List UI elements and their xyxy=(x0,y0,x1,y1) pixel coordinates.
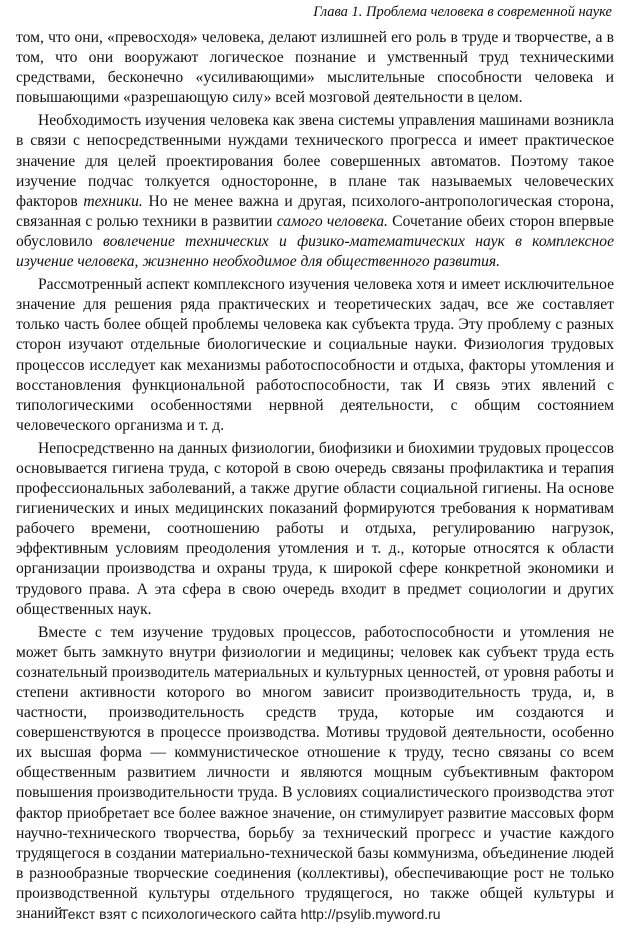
text-segment: Вместе с тем изучение трудовых процессов, работоспособности и утомления не может быть замкнуто внутри физиологии и медицины; человек как субъект труда есть сознательный производитель материальных и культурных ценностей, от уровня работы и степени активности которого во многом зависит производительность труда, и, в частности, производительность средств труда, которые им создаются и совершенствуются в процессе производства. Мотивы трудовой деятельности, особенно их высшая форма — коммунистическое отношение к труду, тесно связаны со всем общественным развитием личности и являются мощным субъективным фактором повышения производительности труда. В условиях социалистического производства этот фактор приобретает все более важное значение, он стимулирует развитие массовых форм научно-технического творчества, борьбу за технический прогресс и участие каждого трудящегося в создании материально-технической базы коммунизма, объединение людей в разнообразные творческие соединения (коллективы), обеспечивающие рост не только производственной культуры отдельного трудящегося, но также общей культуры и знаний. xyxy=(16,623,614,923)
running-header: Глава 1. Проблема человека в современной науке xyxy=(313,4,612,20)
paragraph xyxy=(16,623,614,924)
italic-text-segment: техники. xyxy=(83,192,143,210)
text-segment: том, что они, «превосходя» человека, делают излишней его роль в труде и творчестве, а в том, что они вооружают логическое познание и умственный труд техническими средствами, бесконечно «усиливающими» мыслительные способности человека и повышающими «разрешающую силу» всей мозговой деятельности в целом. xyxy=(16,29,614,107)
text-segment: Сочетание обеих сторон впервые обусловило xyxy=(16,212,614,250)
italic-text-segment: вовлечение технических и физико-математических наук в комплексное изучение человека, жизненно необходимое для общественного развития. xyxy=(16,232,615,271)
paragraph xyxy=(16,111,614,272)
paragraph xyxy=(16,28,614,108)
main-text xyxy=(16,28,614,924)
text-segment: Рассмотренный аспект комплексного изучения человека хотя и имеет исключительное значение для решения ряда практических и теоретических задач, все же составляет только часть более общей проблемы человека как субъекта труда. Эту проблему с разных сторон изучают отдельные биологические и социальные науки. Физиология трудовых процессов исследует как механизмы работоспособности и отдыха, факторы утомления и восстановления функциональной работоспособности, так И связь этих явлений с типологическими особенностями нервной деятельности, с общим состоянием человеческого организма и т. д. xyxy=(16,276,614,434)
italic-text-segment: самого человека. xyxy=(276,212,388,230)
text-segment: Но не менее важна и другая, психолого-антропологическая сторона, связанная с ролью техники в развитии xyxy=(16,192,614,230)
text-segment: Необходимость изучения человека как звена системы управления машинами возникла в связи с непосредственными нуждами технического прогресса и имеет практическое значение для целей проектирования более совершенных автоматов. Поэтому такое изучение подчас толкуется односторонне, в плане так называемых человеческих факторов xyxy=(16,112,614,210)
paragraph xyxy=(16,275,614,436)
paragraph xyxy=(16,439,614,620)
text-segment: Непосредственно на данных физиологии, биофизики и биохимии трудовых процессов основывается гигиена труда, с которой в свою очередь связаны профилактика и терапия профессиональных заболеваний, а также другие области социальной гигиены. На основе гигиенических и иных медицинских показаний формируются требования к нормативам рабочего времени, соотношению работы и отдыха, регулированию нагрузок, эффективным условиям преодоления утомления и т. д., которые относятся к области организации производства и охраны труда, к широкой сфере конкретной экономики и трудового права. А эта сфера в свою очередь входит в предмет социологии и других общественных наук. xyxy=(16,439,614,618)
source-footer-note: Текст взят с психологического сайта http://psylib.myword.ru xyxy=(60,906,441,922)
